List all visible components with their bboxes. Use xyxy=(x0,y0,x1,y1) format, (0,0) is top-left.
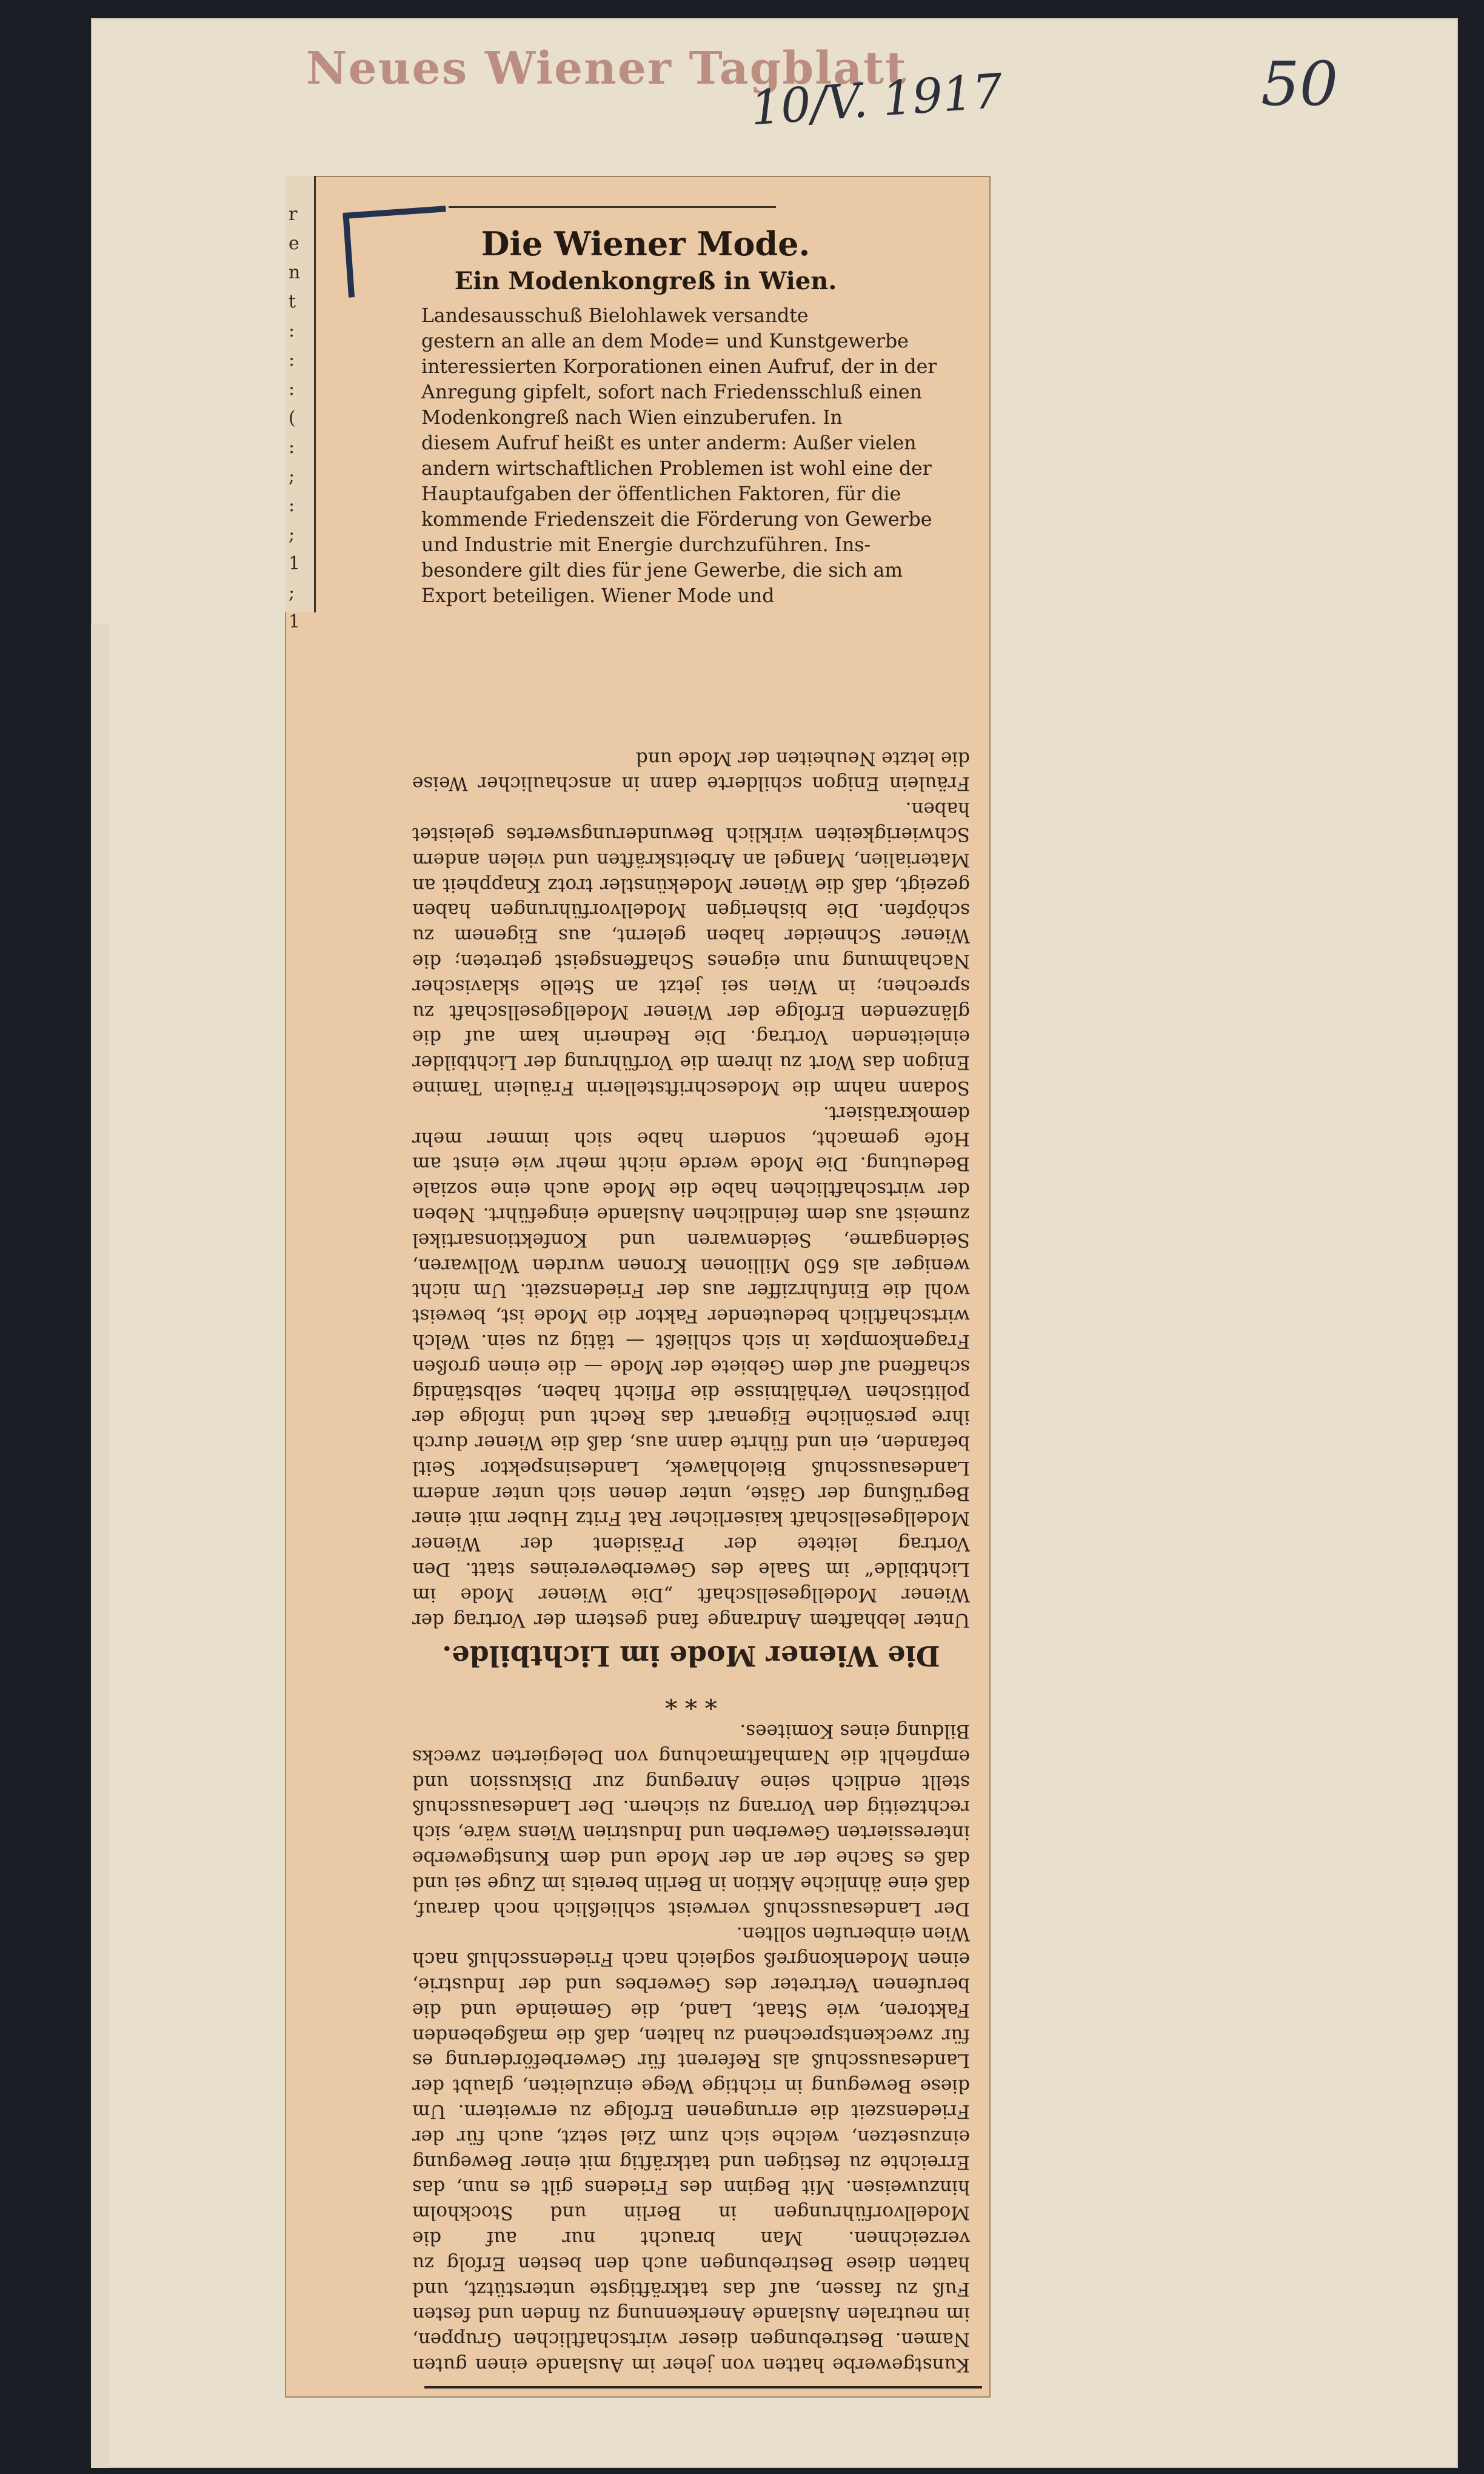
body-line: gestern an alle an dem Mode= und Kunstgewerbe xyxy=(421,330,909,352)
flipped-paragraph-2: Der Landesausschuß verweist schließlich noch darauf, daß eine ähnliche Aktion in Berlin bereits im Zuge sei und daß es Sache der an der Mode und dem Kunstgewerbe interessierten Gewerben und Industrien Wiens wäre, sich rechtzeitig den Vorrang zu sichern. Der Landesausschuß stellt endlich seine Anregung zur Diskussion und empfiehlt die Namhaftmachung von Delegierten zwecks Bildung eines Komitees. xyxy=(412,1720,970,1920)
newspaper-stamp: Neues Wiener Tagblatt xyxy=(306,42,907,95)
body-line: kommende Friedenszeit die Förderung von Gewerbe xyxy=(421,509,932,531)
bottom-rule xyxy=(424,2386,982,2389)
body-line: Anregung gipfelt, sofort nach Friedensschluß einen xyxy=(421,381,922,403)
body-line: besondere gilt dies für jene Gewerbe, die sich am xyxy=(421,560,903,582)
folio-number: 50 xyxy=(1261,49,1339,119)
article-title: Die Wiener Mode. xyxy=(481,224,811,263)
body-line: und Industrie mit Energie durchzuführen. Ins- xyxy=(421,534,871,556)
sheet-edge xyxy=(91,625,109,2468)
body-line: interessierten Korporationen einen Aufruf, der in der xyxy=(421,356,937,378)
body-line: Landesausschuß Bielohlawek versandte xyxy=(421,305,809,327)
section-title: Die Wiener Mode im Lichtbilde. xyxy=(442,1640,940,1673)
body-line: Modenkongreß nach Wien einzuberufen. In xyxy=(421,407,843,429)
body-line: diesem Aufruf heißt es unter anderm: Außer vielen xyxy=(421,432,917,454)
flipped-paragraph-3: Unter lebhaftem Andrange fand gestern der Vortrag der Wiener Modellgesellschaft „Die Wiener Mode im Lichtbilde“ im Saale des Gewerbevereines statt. Den Vortrag leitete der Präsident der Wiener Modellgesellschaft kaiserlicher Rat Fritz Huber mit einer Begrüßung der Gäste, unter denen sich unter andern Landesausschuß Bielohlawek, Landesinspektor Seitl befanden, ein und führte dann aus, daß die Wiener durch ihre persönliche Eigenart das Recht und infolge der politischen Verhältnisse die Pflicht haben, selbständig schaffend auf dem Gebiete der Mode — die einen großen Fragenkomplex in sich schließt — tätig zu sein. Welch wirtschaftlich bedeutender Faktor die Mode ist, beweist wohl die Einfuhrziffer aus der Friedenszeit. Um nicht weniger als 650 Millionen Kronen wurden Wollwaren, Seidengarne, Seidenwaren und Konfektionsartikel zumeist aus dem feindlichen Auslande eingeführt. Neben der wirtschaftlichen habe die Mode auch eine soziale Bedeutung. Die Mode werde nicht mehr wie einst am Hofe gemacht, sondern habe sich immer mehr demokratisiert. xyxy=(412,1102,970,1631)
strip-letters: r e n t : : : ( : ; : ; 1 ; 1 xyxy=(289,204,301,632)
body-line: Export beteiligen. Wiener Mode und xyxy=(421,585,775,607)
flipped-paragraph-intro: Kunstgewerbe hatten von jeher im Auslande einen guten Namen. Bestrebungen dieser wirtschaftlichen Gruppen, im neutralen Auslande Anerkennung zu finden und festen Fuß zu fassen, auf das tatkräftigste unterstützt, und hatten diese Bestrebungen auch den besten Erfolg zu verzeichnen. Man braucht nur auf die Modellvorführungen in Berlin und Stockholm hinzuweisen. Mit Beginn des Friedens gilt es nun, das Erreichte zu festigen und tatkräftig mit einer Bewegung einzusetzen, welche sich zum Ziel setzt, auch für der Friedenszeit die errungenen Erfolge zu erweitern. Um diese Bewegung in richtige Wege einzuleiten, glaubt der Landesausschuß als Referent für Gewerbeförderung es für zweckentsprechend zu halten, daß die maßgebenden Faktoren, wie Staat, Land, die Gemeinde und die berufenen Vertreter des Gewerbes und der Industrie, einen Modenkongreß sogleich nach Friedensschluß nach Wien einberufen sollten. xyxy=(412,1923,970,2376)
article-subtitle: Ein Modenkongreß in Wien. xyxy=(454,267,837,295)
handwritten-date: 10/V. 1917 xyxy=(749,64,1004,136)
article-body xyxy=(421,303,961,609)
upside-down-text-block xyxy=(412,631,970,2377)
section-divider-dots: * * * xyxy=(665,1686,717,1714)
adjacent-column-strip xyxy=(285,176,316,632)
body-line: andern wirtschaftlichen Problemen ist wohl eine der xyxy=(421,458,932,480)
flipped-paragraph-5: Fräulein Enigon schilderte dann in anschaulicher Weise die letzte Neuheiten der Mode und xyxy=(412,747,970,795)
top-rule xyxy=(449,206,776,208)
body-line: Hauptaufgaben der öffentlichen Faktoren, für die xyxy=(421,483,901,505)
flipped-paragraph-4: Sodann nahm die Modeschriftstellerin Fräulein Tamine Enigon das Wort zu ihrem die Vorführung der Lichtbilder einleitenden Vortrag. Die Rednerin kam auf die glänzenden Erfolge der Wiener Modellgesellschaft zu sprechen; in Wien sei jetzt an Stelle sklavischer Nachahmung nun eigenes Schaffensgeist getreten; die Wiener Schneider haben gelernt, aus Eigenem zu schöpfen. Die bisherigen Modellvorführungen haben gezeigt, daß die Wiener Modekünstler trotz Knappheit an Materialien, Mangel an Arbeitskräften und vielen andern Schwierigkeiten wirklich Bewunderungswertes geleistet haben. xyxy=(412,798,970,1099)
